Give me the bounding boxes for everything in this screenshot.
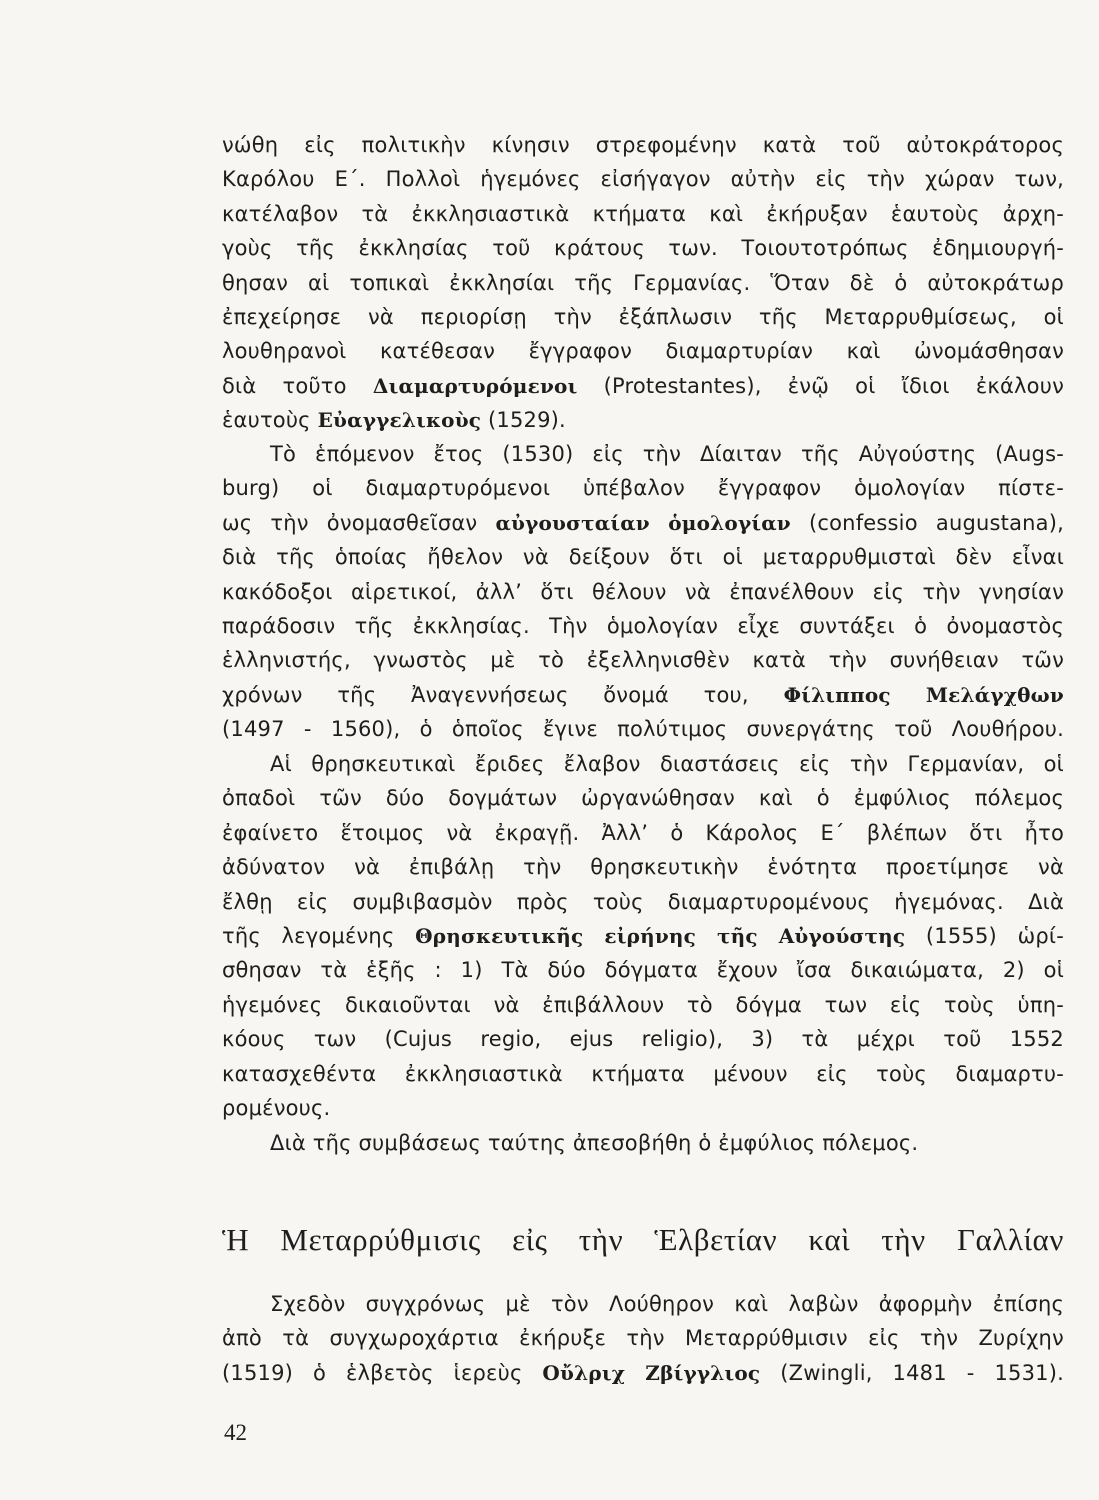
text-line: ἐπεχείρησε νὰ περιορίσῃ τὴν ἐξάπλωσιν τῆς Μεταρρυθμίσεως, οἱ bbox=[222, 304, 1064, 329]
paragraph-block-4 bbox=[222, 1126, 1064, 1160]
bold-term-zwingli: Οὔλριχ Ζβίγγλιος bbox=[542, 1360, 761, 1385]
section-heading: Ἡ Μεταρρύθμισις εἰς τὴν Ἑλβετίαν καὶ τὴν Γαλλίαν bbox=[222, 1222, 1064, 1257]
text-line: Τὸ ἑπόμενον ἔτος (1530) εἰς τὴν Δίαιταν τῆς Αὐγούστης (Augs- bbox=[270, 442, 1064, 466]
text-line: (1519) ὁ ἑλβετὸς ἱερεὺς Οὔλριχ Ζβίγγλιος (Zwingli, 1481 - 1531). bbox=[222, 1360, 1064, 1385]
bold-term-protestants: Διαμαρτυρόμενοι bbox=[372, 373, 578, 398]
text-line: σθησαν τὰ ἑξῆς : 1) Τὰ δύο δόγματα ἔχουν ἴσα δικαιώματα, 2) οἱ bbox=[222, 958, 1064, 983]
text-line: θησαν αἱ τοπικαὶ ἐκκλησίαι τῆς Γερμανίας. Ὅταν δὲ ὁ αὐτοκράτωρ bbox=[222, 270, 1064, 295]
bold-term-evangelicals: Εὐαγγελικοὺς bbox=[317, 408, 482, 433]
text-line: ἀπὸ τὰ συγχωροχάρτια ἐκήρυξε τὴν Μεταρρύθμισιν εἰς τὴν Ζυρίχην bbox=[222, 1326, 1064, 1351]
text-line: Διὰ τῆς συμβάσεως ταύτης ἀπεσοβήθη ὁ ἐμφύλιος πόλεμος. bbox=[270, 1131, 919, 1155]
text-line: Αἱ θρησκευτικαὶ ἔριδες ἔλαβον διαστάσεις εἰς τὴν Γερμανίαν, οἱ bbox=[270, 752, 1064, 776]
paragraph-block-3 bbox=[222, 747, 1064, 1125]
text-line: τῆς λεγομένης Θρησκευτικῆς εἰρήνης τῆς Αὐγούστης (1555) ὡρί- bbox=[222, 923, 1064, 948]
text-line: ἐφαίνετο ἕτοιμος νὰ ἐκραγῇ. Ἀλλ’ ὁ Κάρολος Ε΄ βλέπων ὅτι ἦτο bbox=[222, 820, 1064, 845]
text-line: Σχεδὸν συγχρόνως μὲ τὸν Λούθηρον καὶ λαβὼν ἀφορμὴν ἐπίσης bbox=[270, 1292, 1064, 1316]
bold-term-peace-of-augsburg: Θρησκευτικῆς εἰρήνης τῆς Αὐγούστης bbox=[415, 923, 906, 948]
text-line: λουθηρανοὶ κατέθεσαν ἔγγραφον διαμαρτυρίαν καὶ ὠνομάσθησαν bbox=[222, 339, 1064, 364]
text-line: κατέλαβον τὰ ἐκκλησιαστικὰ κτήματα καὶ ἐκήρυξαν ἑαυτοὺς ἀρχη- bbox=[222, 201, 1064, 226]
paragraph-block-2 bbox=[222, 437, 1064, 747]
text-line: κακόδοξοι αἱρετικοί, ἀλλ’ ὅτι θέλουν νὰ ἐπανέλθουν εἰς τὴν γνησίαν bbox=[222, 579, 1064, 604]
text-line: ως τὴν ὀνομασθεῖσαν αὐγουσταίαν ὁμολογίαν (confessio augustana), bbox=[222, 510, 1064, 535]
text-line: ὀπαδοὶ τῶν δύο δογμάτων ὠργανώθησαν καὶ ὁ ἐμφύλιος πόλεμος bbox=[222, 786, 1064, 811]
text-line: νώθη εἰς πολιτικὴν κίνησιν στρεφομένην κατὰ τοῦ αὐτοκράτορος bbox=[222, 133, 1064, 157]
text-line: κόους των (Cujus regio, ejus religio), 3) τὰ μέχρι τοῦ 1552 bbox=[222, 1027, 1064, 1052]
text-line: ἑλληνιστής, γνωστὸς μὲ τὸ ἐξελληνισθὲν κατὰ τὴν συνήθειαν τῶν bbox=[222, 648, 1064, 673]
text-line: Καρόλου Ε΄. Πολλοὶ ἡγεμόνες εἰσήγαγον αὐτὴν εἰς τὴν χώραν των, bbox=[222, 167, 1064, 192]
text-line: ἔλθῃ εἰς συμβιβασμὸν πρὸς τοὺς διαμαρτυρομένους ἡγεμόνας. Διὰ bbox=[222, 889, 1064, 914]
text-line: χρόνων τῆς Ἀναγεννήσεως ὄνομά του, Φίλιππος Μελάγχθων bbox=[222, 682, 1064, 707]
paragraph-block-1 bbox=[222, 128, 1064, 438]
text-line: burg) οἱ διαμαρτυρόμενοι ὑπέβαλον ἔγγραφον ὁμολογίαν πίστε- bbox=[222, 476, 1064, 501]
bold-term-augsburg-confession: αὐγουσταίαν ὁμολογίαν bbox=[495, 510, 791, 535]
text-line: διὰ τῆς ὁποίας ἤθελον νὰ δείξουν ὅτι οἱ μεταρρυθμισταὶ δὲν εἶναι bbox=[222, 545, 1064, 570]
text-line: ἡγεμόνες δικαιοῦνται νὰ ἐπιβάλλουν τὸ δόγμα των εἰς τοὺς ὑπη- bbox=[222, 992, 1064, 1017]
text-line: (1497 - 1560), ὁ ὁποῖος ἔγινε πολύτιμος συνεργάτης τοῦ Λουθήρου. bbox=[222, 717, 1064, 742]
text-line: διὰ τοῦτο Διαμαρτυρόμενοι (Protestantes), ἐνῷ οἱ ἴδιοι ἐκάλουν bbox=[222, 373, 1064, 398]
text-line: γοὺς τῆς ἐκκλησίας τοῦ κράτους των. Τοιουτοτρόπως ἐδημιουργή- bbox=[222, 236, 1064, 261]
text-line: κατασχεθέντα ἐκκλησιαστικὰ κτήματα μένουν εἰς τοὺς διαμαρτυ- bbox=[222, 1061, 1064, 1086]
text-line: ἀδύνατον νὰ ἐπιβάλῃ τὴν θρησκευτικὴν ἑνότητα προετίμησε νὰ bbox=[222, 855, 1064, 880]
paragraph-block-5 bbox=[222, 1287, 1064, 1390]
text-line: ρομένους. bbox=[222, 1095, 331, 1120]
bold-term-melanchthon: Φίλιππος Μελάγχθων bbox=[783, 682, 1064, 707]
page-number: 42 bbox=[224, 1420, 247, 1445]
text-line: παράδοσιν τῆς ἐκκλησίας. Τὴν ὁμολογίαν εἶχε συντάξει ὁ ὀνομαστὸς bbox=[222, 613, 1064, 638]
text-line: ἑαυτοὺς Εὐαγγελικοὺς (1529). bbox=[222, 408, 566, 433]
